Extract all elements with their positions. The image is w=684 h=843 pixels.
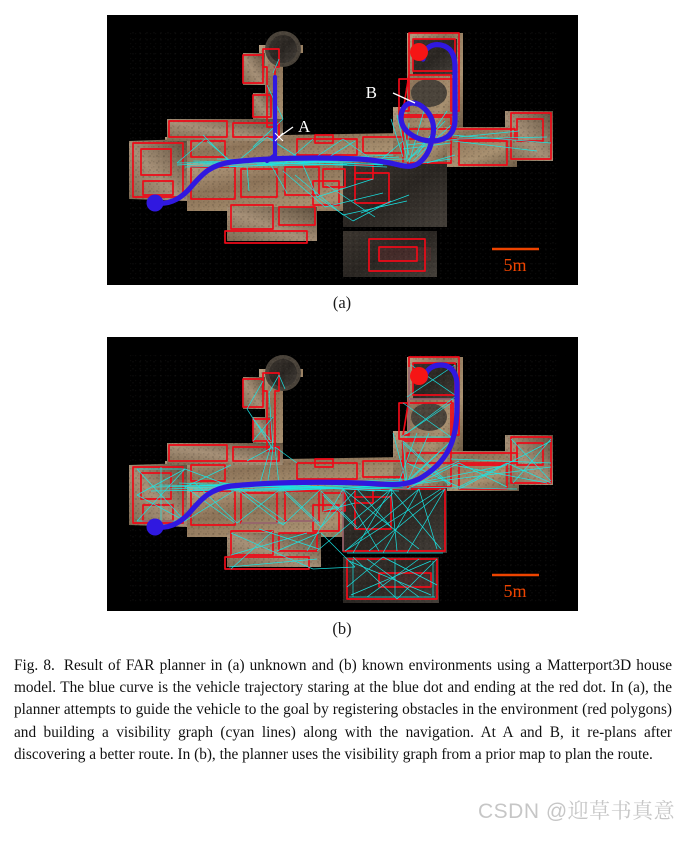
- annotation-a-label: A: [298, 117, 311, 136]
- goal-dot-a: [410, 43, 428, 61]
- scalebar-label-b: 5m: [503, 581, 527, 601]
- floorplan-render-a: [107, 15, 578, 285]
- subcaption-b: (b): [332, 619, 352, 638]
- start-dot-a: [147, 195, 164, 212]
- figure-number: Fig. 8.: [14, 657, 55, 674]
- subcaption-a: (a): [332, 293, 352, 312]
- start-dot-b: [147, 519, 164, 536]
- annotation-b-label: B: [365, 83, 377, 102]
- csdn-watermark: CSDN @迎草书真意: [478, 800, 676, 823]
- floorplan-render-b: [107, 337, 578, 611]
- goal-dot-b: [410, 367, 428, 385]
- figure-panel-a: [107, 15, 578, 285]
- scalebar-label-a: 5m: [503, 255, 527, 275]
- figure-caption-text: Result of FAR planner in (a) unknown and (b) known environments using a Matterport3D house model. The blue curve is the vehicle trajectory staring at the blue dot and ending at the red dot. In (a), the planner attempts to guide the vehicle to the goal by registering obstacles in the environment (red polygons) and building a visibility graph (cyan lines) along with the navigation. At A and B, it re-plans after discovering a better route. In (b), the planner uses the visibility graph from a prior map to plan the route.: [14, 657, 672, 763]
- figure-caption: [14, 655, 672, 766]
- figure-panel-b: [107, 337, 578, 611]
